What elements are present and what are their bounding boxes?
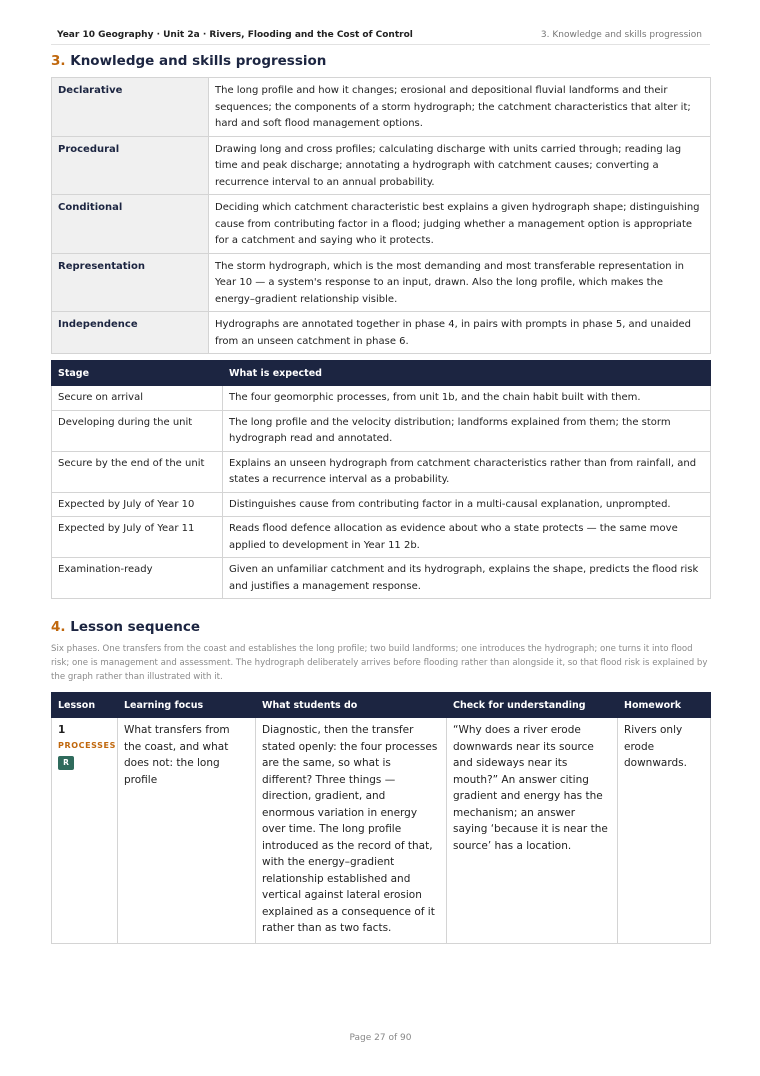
section-3-number: 3. xyxy=(51,53,66,69)
knowledge-label: Independence xyxy=(52,312,209,354)
section-4-intro: Six phases. One transfers from the coast and establishes the long profile; two build landforms; one introduces the hydrograph; one turns it into flood risk; one is management and assessment. The hydrograph deliberately arrives before flooding rather than alongside it, so that flood risk is explained by the graph rather than illustrated with it. xyxy=(51,644,708,682)
lesson-header-row xyxy=(52,693,711,718)
running-header xyxy=(51,28,710,45)
running-header-title: Year 10 Geography · Unit 2a · Rivers, Flooding and the Cost of Control xyxy=(57,30,413,40)
lesson-homework: Rivers only erode downwards. xyxy=(618,718,711,944)
lesson-focus: What transfers from the coast, and what does not: the long profile xyxy=(118,718,256,944)
section-3-heading xyxy=(51,52,326,70)
section-3-title: Knowledge and skills progression xyxy=(70,53,327,69)
knowledge-label: Declarative xyxy=(52,78,209,137)
stage-row xyxy=(52,558,711,599)
stage-row xyxy=(52,492,711,517)
stage-row xyxy=(52,517,711,558)
lesson-activity: Diagnostic, then the transfer stated openly: the four processes are the same, so what is different? Three things — direction, gradient, and enormous variation in energy over time. The long profile introduced as the record of that, with the energy–gradient relationship established and vertical against lateral erosion explained as a consequence of it rather than as two facts. xyxy=(256,718,447,944)
knowledge-row xyxy=(52,78,711,137)
lesson-phase: PROCESSES xyxy=(58,740,116,750)
section-4-heading xyxy=(51,618,200,636)
knowledge-text: Hydrographs are annotated together in phase 4, in pairs with prompts in phase 5, and unaided from an unseen catchment in phase 6. xyxy=(209,312,711,354)
stage-expected: Explains an unseen hydrograph from catchment characteristics rather than from rainfall, and states a recurrence interval as a probability. xyxy=(223,451,711,492)
stage-name: Secure by the end of the unit xyxy=(52,451,223,492)
knowledge-text: The long profile and how it changes; erosional and depositional fluvial landforms and their sequences; the components of a storm hydrograph; the catchment characteristics that alter it; hard and soft flood management options. xyxy=(209,78,711,137)
knowledge-label: Conditional xyxy=(52,195,209,254)
stage-row xyxy=(52,410,711,451)
stage-name: Developing during the unit xyxy=(52,410,223,451)
knowledge-row xyxy=(52,195,711,254)
knowledge-row xyxy=(52,253,711,312)
stages-header-row xyxy=(52,361,711,386)
stage-name: Secure on arrival xyxy=(52,386,223,411)
stage-expected: The long profile and the velocity distribution; landforms explained from them; the storm hydrograph read and annotated. xyxy=(223,410,711,451)
stage-expected: The four geomorphic processes, from unit 1b, and the chain habit built with them. xyxy=(223,386,711,411)
knowledge-row xyxy=(52,136,711,195)
lesson-table xyxy=(51,692,711,944)
stage-name: Examination-ready xyxy=(52,558,223,599)
stage-row xyxy=(52,451,711,492)
knowledge-text: Drawing long and cross profiles; calculating discharge with units carried through; reading lag time and peak discharge; annotating a hydrograph with catchment causes; converting a recurrence interval to an annual probability. xyxy=(209,136,711,195)
running-header-section: 3. Knowledge and skills progression xyxy=(540,30,702,40)
knowledge-text: Deciding which catchment characteristic best explains a given hydrograph shape; distinguishing cause from contributing factor in a flood; judging whether a management option is appropriate for a catchment and saying who it protects. xyxy=(209,195,711,254)
stage-name: Expected by July of Year 10 xyxy=(52,492,223,517)
lesson-col-lesson: Lesson xyxy=(52,693,118,718)
lesson-row xyxy=(52,718,711,944)
knowledge-label: Procedural xyxy=(52,136,209,195)
stage-expected: Reads flood defence allocation as evidence about who a state protects — the same move applied to development in Year 11 2b. xyxy=(223,517,711,558)
lesson-badge: R xyxy=(58,756,74,770)
stage-row xyxy=(52,386,711,411)
knowledge-text: The storm hydrograph, which is the most demanding and most transferable representation in Year 10 — a system's response to an input, drawn. Also the long profile, which makes the energy–gradient relationship visible. xyxy=(209,253,711,312)
lesson-col-focus: Learning focus xyxy=(118,693,256,718)
lesson-check: “Why does a river erode downwards near its source and sideways near its mouth?” An answer citing gradient and energy has the mechanism; an answer saying ‘because it is near the source’ has a location. xyxy=(447,718,618,944)
section-4-number: 4. xyxy=(51,619,66,635)
lesson-col-check: Check for understanding xyxy=(447,693,618,718)
knowledge-label: Representation xyxy=(52,253,209,312)
stages-table xyxy=(51,360,711,599)
lesson-number: 1 xyxy=(58,724,66,736)
section-4-title: Lesson sequence xyxy=(70,619,201,635)
stages-header-expected: What is expected xyxy=(223,361,711,386)
knowledge-row xyxy=(52,312,711,354)
lesson-col-homework: Homework xyxy=(618,693,711,718)
lesson-id-cell xyxy=(52,718,118,944)
lesson-col-activity: What students do xyxy=(256,693,447,718)
stage-expected: Given an unfamiliar catchment and its hydrograph, explains the shape, predicts the flood risk and justifies a management response. xyxy=(223,558,711,599)
stage-name: Expected by July of Year 11 xyxy=(52,517,223,558)
page-number: Page 27 of 90 xyxy=(349,1033,412,1043)
knowledge-table xyxy=(51,77,711,354)
stage-expected: Distinguishes cause from contributing factor in a multi-causal explanation, unprompted. xyxy=(223,492,711,517)
stages-header-stage: Stage xyxy=(52,361,223,386)
